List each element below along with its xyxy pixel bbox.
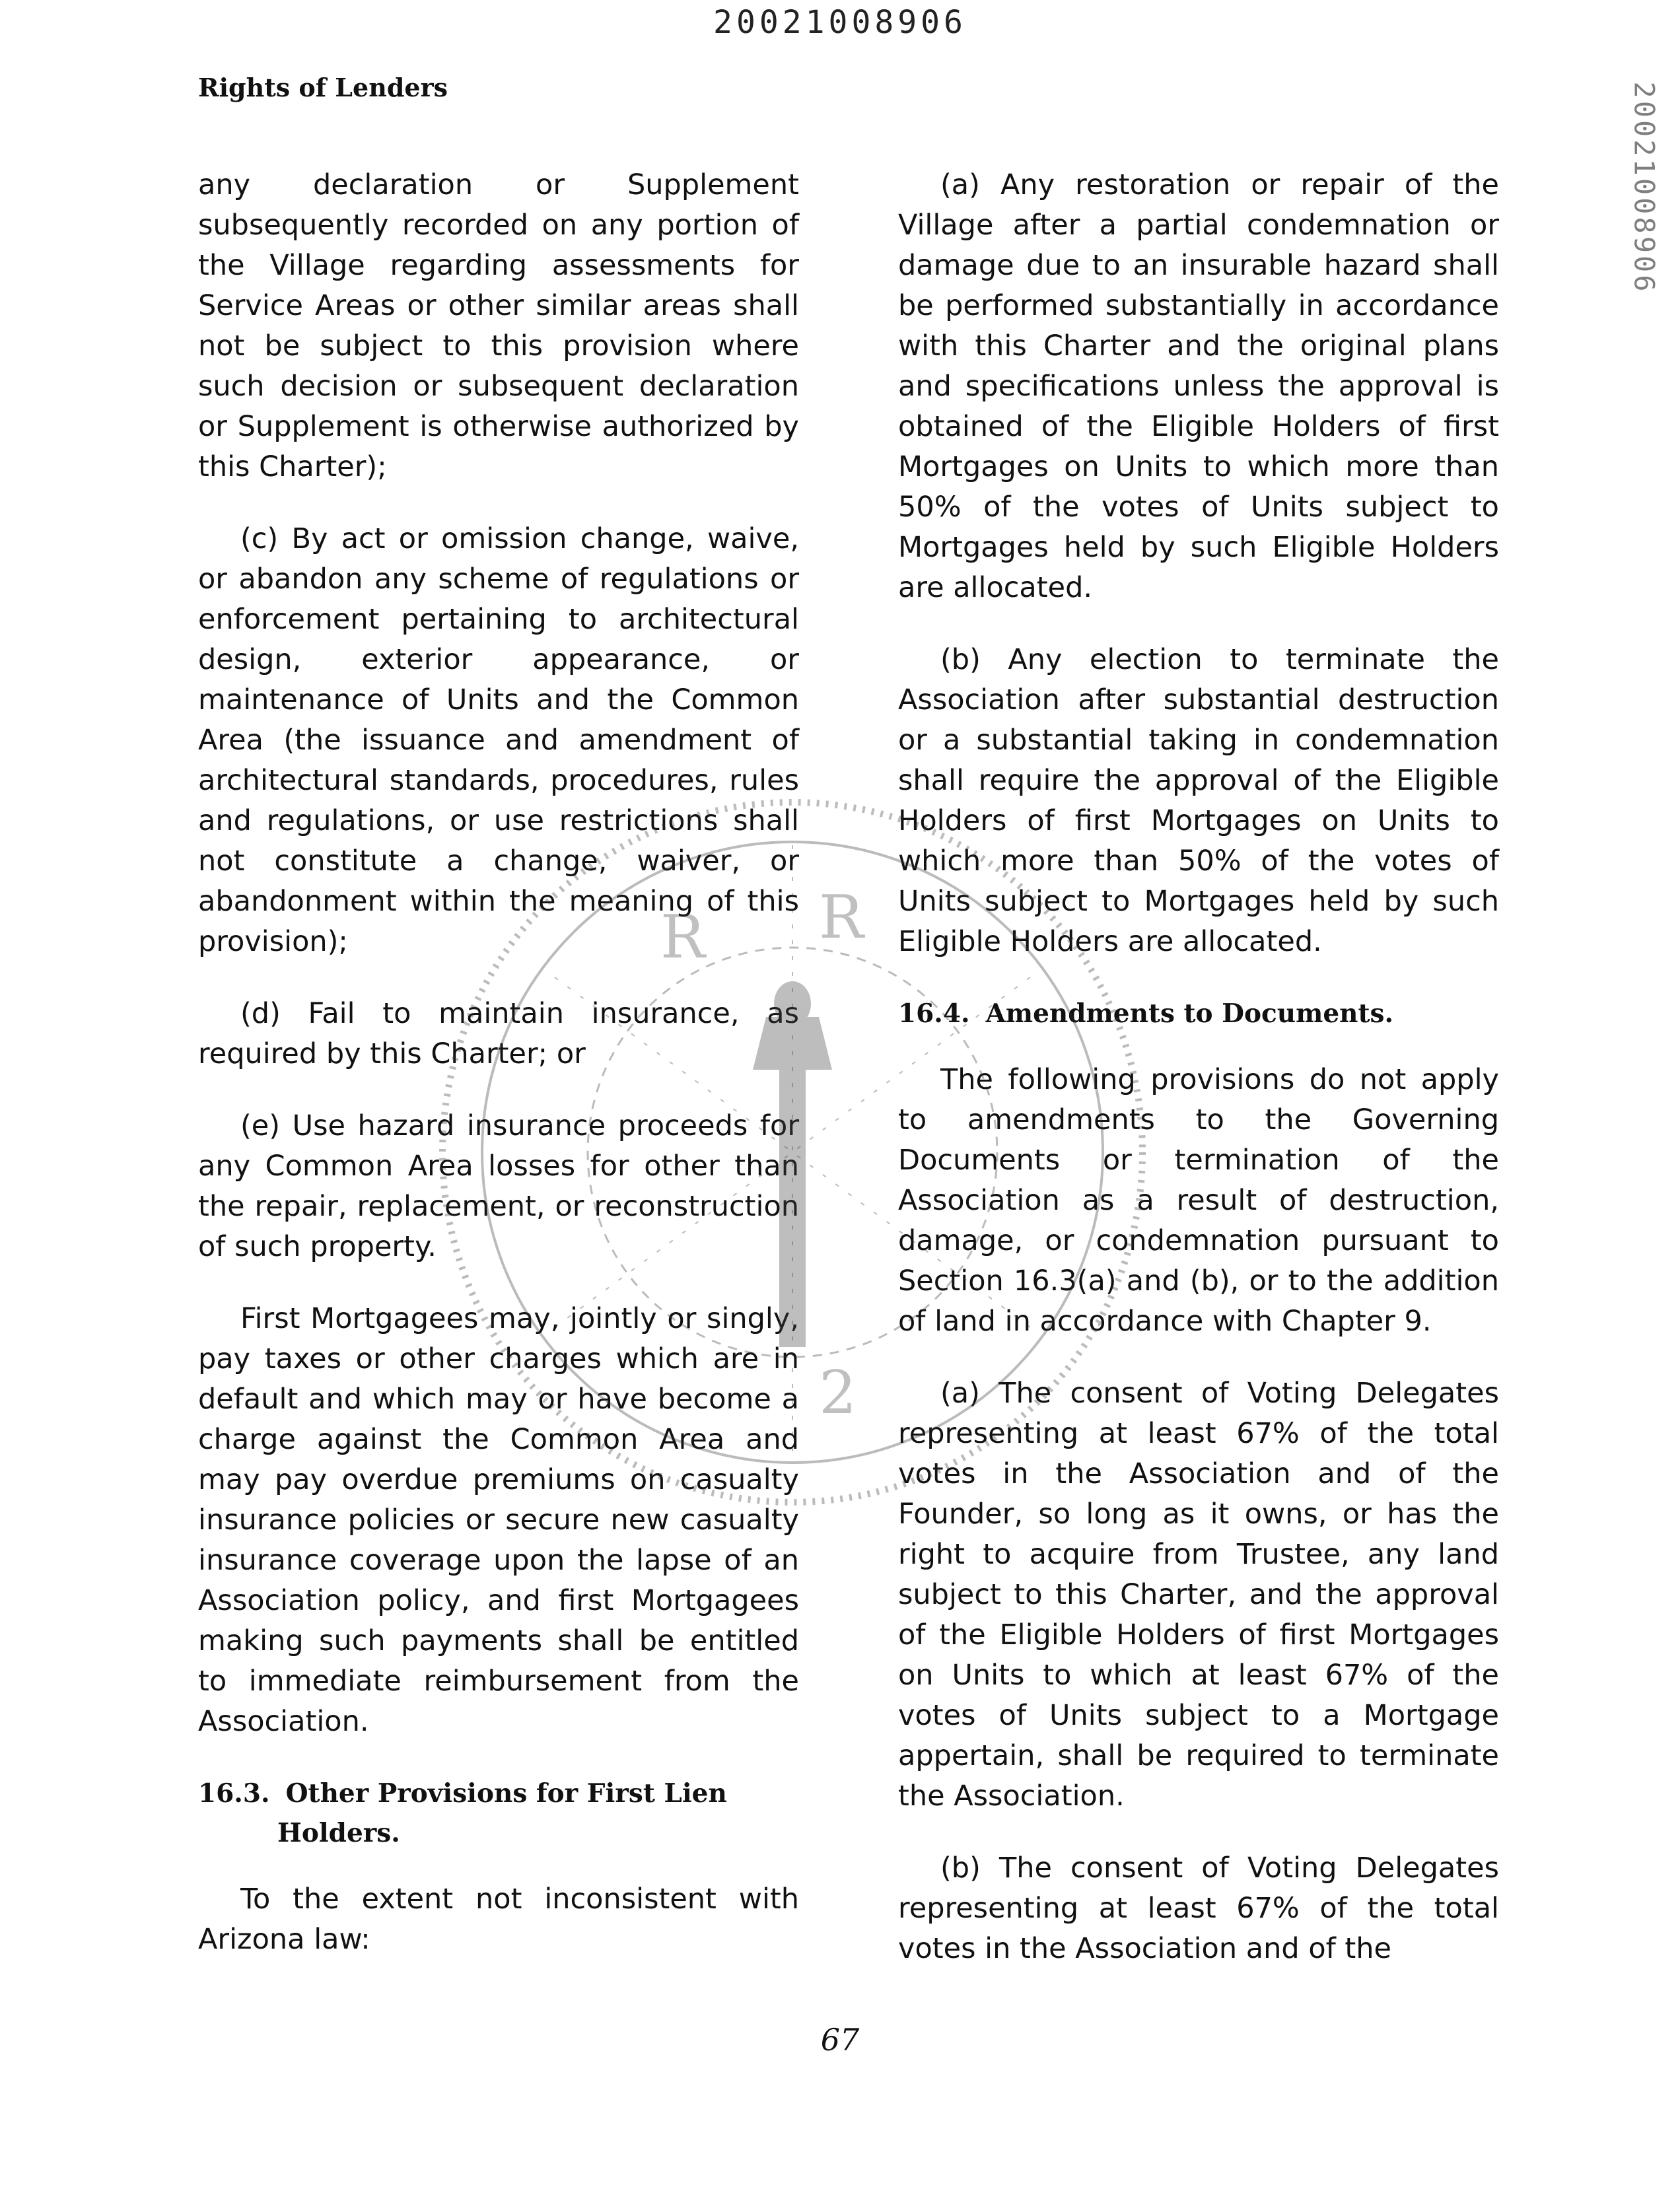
- side-stamp: [1605, 73, 1680, 310]
- section-heading-16-4: [898, 994, 1499, 1033]
- page-number: 67: [820, 2022, 860, 2058]
- seal-letter: R: [660, 903, 705, 972]
- left-paragraph-e: (e) Use hazard insurance proceeds for any Common Area losses for other than the repair, replacement, or reconstruction of such property.: [198, 1109, 799, 1263]
- running-head: Rights of Lenders: [198, 73, 448, 102]
- left-column: [198, 165, 799, 1992]
- left-paragraph-mortgagees: First Mortgagees may, jointly or singly, pay taxes or other charges which are in default and which may or have become a charge against the Common Area and may pay overdue premiums on casualty insurance policies or secure new casualty insurance coverage upon the lapse of an Association policy, and first Mortgagees making such payments shall be entitled to immediate reimbursement from the Association.: [198, 1302, 799, 1738]
- right-paragraph-consent-a: (a) The consent of Voting Delegates representing at least 67% of the total votes in the Association and of the Founder, so long as it owns, or has the right to acquire from Trustee, any land subject to this Charter, and the approval of the Eligible Holders of first Mortgages on Units to which at least 67% of the votes of Units subject to a Mortgage appertain, shall be required to terminate the Association.: [898, 1377, 1499, 1813]
- side-stamp-text: 20021008906: [1628, 81, 1661, 295]
- section-title: Other Provisions for First Lien Holders.: [277, 1778, 727, 1848]
- section-number: 16.4.: [898, 998, 970, 1029]
- document-number: 20021008906: [713, 4, 967, 41]
- left-paragraph-1: any declaration or Supplement subsequently recorded on any portion of the Village regarding assessments for Service Areas or other similar areas shall not be subject to this provision where such decision or subsequent declaration or Supplement is otherwise authorized by this Charter);: [198, 168, 799, 483]
- section-number: 16.3.: [198, 1778, 270, 1809]
- right-column: [898, 165, 1499, 2001]
- left-paragraph-c: (c) By act or omission change, waive, or abandon any scheme of regulations or enforcement pertaining to architectural design, exterior appearance, or maintenance of Units and the Common Area (the issuance and amendment of architectural standards, procedures, rules and regulations, or use restrictions shall not constitute a change, waiver, or abandonment within the meaning of this provision);: [198, 522, 799, 958]
- seal-letter: 2: [819, 1358, 857, 1428]
- right-paragraph-a: (a) Any restoration or repair of the Village after a partial condemnation or damage due to an insurable hazard shall be performed substantially in accordance with this Charter and the original plans and specifications unless the approval is obtained of the Eligible Holders of first Mortgages on Units to which more than 50% of the votes of Units subject to Mortgages held by such Eligible Holders are allocated.: [898, 168, 1499, 604]
- right-paragraph-b: (b) Any election to terminate the Association after substantial destruction or a substantial taking in condemnation shall require the approval of the Eligible Holders of first Mortgages on Units to which more than 50% of the votes of Units subject to Mortgages held by such Eligible Holders are allocated.: [898, 643, 1499, 958]
- left-paragraph-d: (d) Fail to maintain insurance, as required by this Charter; or: [198, 997, 799, 1070]
- right-paragraph-following: The following provisions do not apply to amendments to the Governing Documents or termination of the Association as a result of destruction, damage, or condemnation pursuant to Section 16.3(a) and (b), or to the addition of land in accordance with Chapter 9.: [898, 1063, 1499, 1338]
- section-title: Amendments to Documents.: [985, 998, 1394, 1029]
- right-paragraph-consent-b: (b) The consent of Voting Delegates representing at least 67% of the total votes in the Association and of the: [898, 1852, 1499, 1965]
- seal-letter: R: [819, 883, 864, 952]
- section-heading-16-3: [198, 1774, 799, 1853]
- left-paragraph-extent: To the extent not inconsistent with Arizona law:: [198, 1883, 799, 1956]
